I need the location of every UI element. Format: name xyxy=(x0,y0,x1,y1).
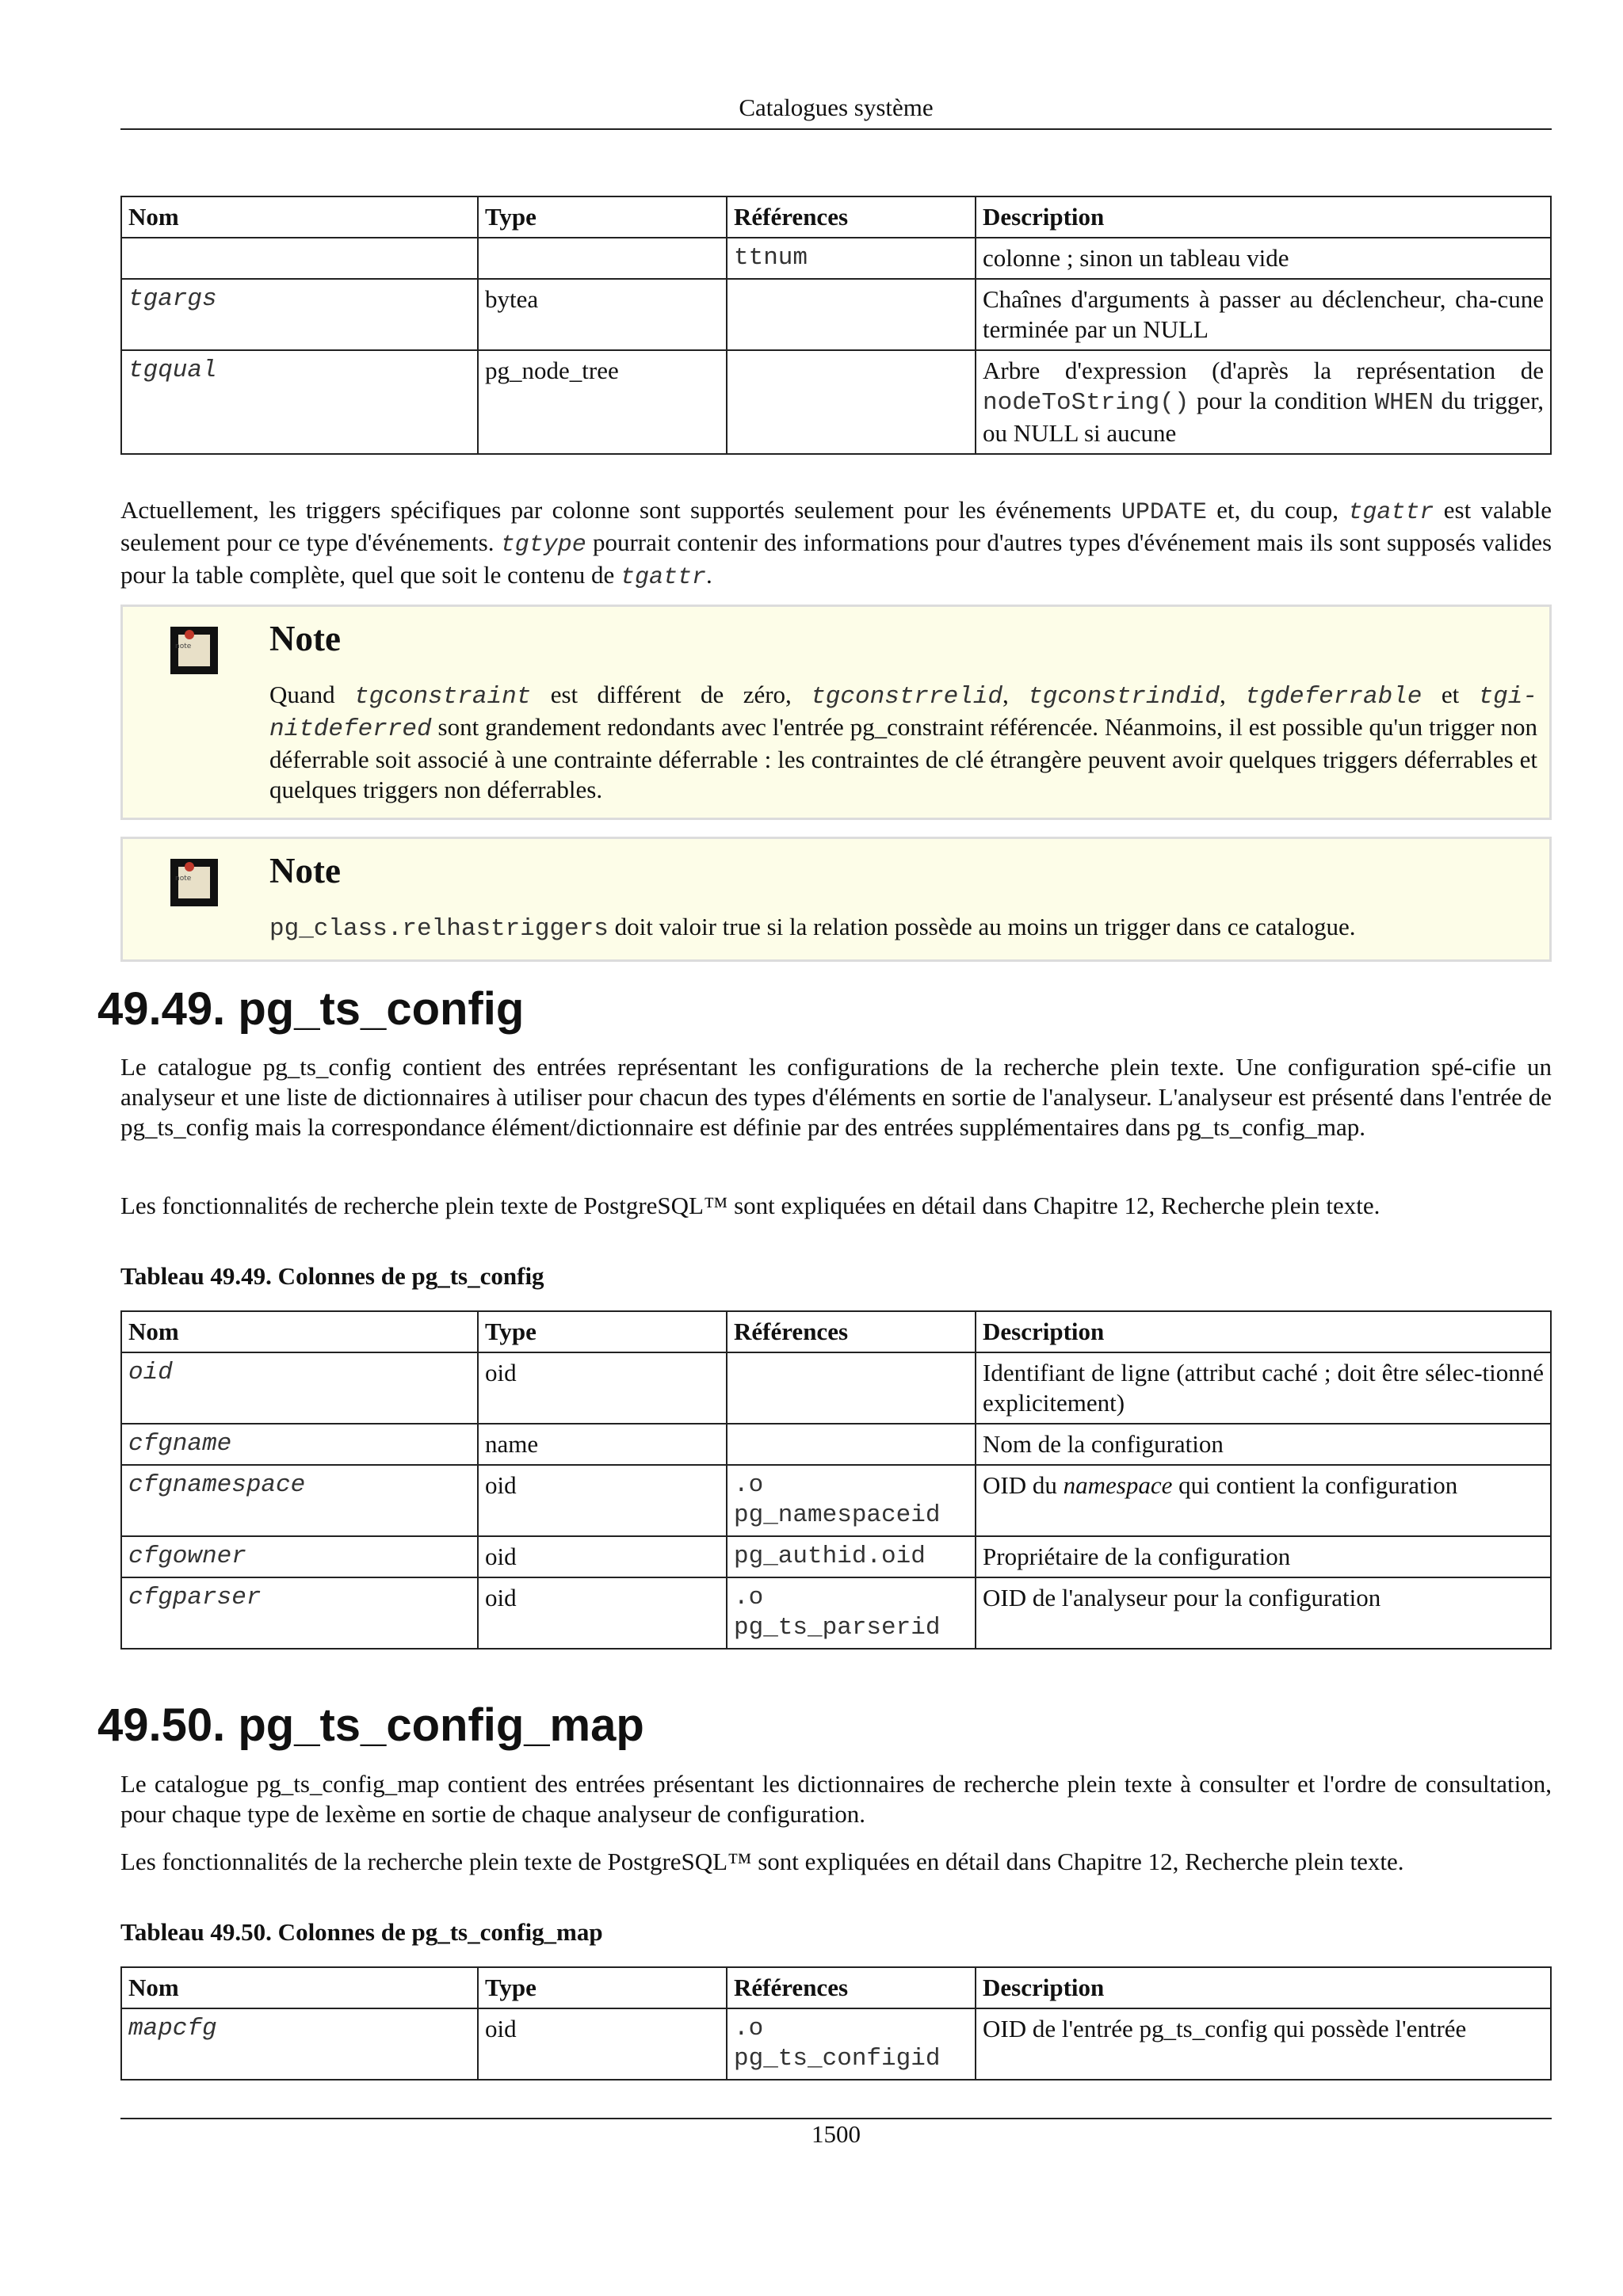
table-pg-ts-config-map xyxy=(120,1966,1552,2081)
desc-text: du trigger, ou NULL si aucune xyxy=(983,387,1545,447)
cell-type: name xyxy=(478,1424,727,1465)
code: tgi-nitdeferred xyxy=(269,683,1537,743)
table-caption: Tableau 49.50. Colonnes de pg_ts_config_map xyxy=(120,1918,603,1946)
code: pg_class.relhastriggers xyxy=(269,915,609,943)
code: tgdeferrable xyxy=(1245,683,1423,711)
cell-nom: cfgparser xyxy=(121,1577,478,1649)
text: pourrait contenir des informations pour d'autres types d'événement mais ils sont supposés valides pour la table complète, quel que soit le contenu de xyxy=(120,528,1552,589)
desc-text: OID du xyxy=(983,1471,1057,1499)
cell-nom xyxy=(121,238,478,279)
cell-type: oid xyxy=(478,1352,727,1424)
cell-ref xyxy=(727,1352,976,1424)
text: . xyxy=(706,561,712,589)
section-paragraph: Le catalogue pg_ts_config contient des entrées représentant les configurations de la recherche plein texte. Une configuration spé-cifie un analyseur et une liste de dictionnaires à utiliser pour chacun des types d'éléments en sortie de l'analyseur. L'analyseur est présenté dans l'entrée de pg_ts_config mais la correspondance élément/dictionnaire est définie par des entrées supplémentaires dans pg_ts_config_map. xyxy=(120,1053,1552,1141)
table-caption: Tableau 49.49. Colonnes de pg_ts_config xyxy=(120,1262,544,1290)
note-icon: note xyxy=(170,859,218,906)
cell-desc: Chaînes d'arguments à passer au déclencheur, cha-cune terminée par un NULL xyxy=(976,279,1551,350)
table-row xyxy=(121,238,1551,279)
desc-text: qui contient la configuration xyxy=(1178,1471,1458,1499)
table-header-row xyxy=(121,1311,1551,1352)
note-body xyxy=(269,680,1537,805)
section-title: 49.50. pg_ts_config_map xyxy=(97,1699,644,1751)
page-header: Catalogues système xyxy=(739,93,934,121)
text: , xyxy=(1220,681,1226,708)
table-row xyxy=(121,1424,1551,1465)
note-icon: note xyxy=(170,627,218,674)
table-header-row xyxy=(121,196,1551,238)
note-body xyxy=(269,912,1537,944)
col-header-type: Type xyxy=(478,1967,727,2008)
table-row xyxy=(121,1352,1551,1424)
col-header-references: Références xyxy=(727,1967,976,2008)
section-paragraph: Les fonctionnalités de la recherche plein texte de PostgreSQL™ sont expliquées en détail dans Chapitre 12, Recherche plein texte. xyxy=(120,1848,1404,1875)
cell-type: oid xyxy=(478,1465,727,1536)
cell-desc: OID de l'analyseur pour la configuration xyxy=(976,1577,1551,1649)
table-row xyxy=(121,1536,1551,1577)
col-header-type: Type xyxy=(478,196,727,238)
table-row xyxy=(121,1465,1551,1536)
cell-desc: Nom de la configuration xyxy=(976,1424,1551,1465)
cell-desc xyxy=(976,350,1551,454)
cell-desc: OID de l'entrée pg_ts_config qui possède l'entrée xyxy=(976,2008,1551,2080)
desc-code: nodeToString() xyxy=(983,389,1190,417)
table-row xyxy=(121,350,1551,454)
code: tgattr xyxy=(621,564,707,591)
table-pg-trigger-continued xyxy=(120,196,1552,455)
col-header-nom: Nom xyxy=(121,1311,478,1352)
code: UPDATE xyxy=(1121,499,1207,526)
cell-ref xyxy=(727,350,976,454)
cell-nom: cfgname xyxy=(121,1424,478,1465)
cell-ref: ttnum xyxy=(727,238,976,279)
desc-em: namespace xyxy=(1063,1471,1173,1499)
footer-rule xyxy=(120,2118,1552,2119)
cell-ref: pg_authid.oid xyxy=(727,1536,976,1577)
header-rule xyxy=(120,128,1552,130)
col-header-description: Description xyxy=(976,1311,1551,1352)
table-row xyxy=(121,1577,1551,1649)
col-header-nom: Nom xyxy=(121,1967,478,2008)
code: tgattr xyxy=(1348,499,1434,526)
section-paragraph: Le catalogue pg_ts_config_map contient des entrées présentant les dictionnaires de recherche plein texte à consulter et l'ordre de consultation, pour chaque type de lexème en sortie de chaque analyseur de configuration. xyxy=(120,1770,1552,1828)
desc-text: Arbre d'expression (d'après la représentation de xyxy=(983,357,1544,384)
text: et xyxy=(1441,681,1460,708)
cell-desc: colonne ; sinon un tableau vide xyxy=(976,238,1551,279)
text: est différent de zéro, xyxy=(550,681,792,708)
cell-type: bytea xyxy=(478,279,727,350)
desc-text: pour la condition xyxy=(1196,387,1368,414)
note-title: Note xyxy=(269,619,341,658)
cell-desc: Identifiant de ligne (attribut caché ; doit être sélec-tionné explicitement) xyxy=(976,1352,1551,1424)
table-header-row xyxy=(121,1967,1551,2008)
cell-type: oid xyxy=(478,2008,727,2080)
cell-ref: .o pg_namespaceid xyxy=(727,1465,976,1536)
col-header-type: Type xyxy=(478,1311,727,1352)
table-pg-ts-config xyxy=(120,1310,1552,1650)
cell-nom: tgargs xyxy=(121,279,478,350)
cell-ref: .o pg_ts_configid xyxy=(727,2008,976,2080)
section-title: 49.49. pg_ts_config xyxy=(97,983,525,1035)
code: tgconstrrelid xyxy=(811,683,1003,711)
col-header-description: Description xyxy=(976,196,1551,238)
cell-type: pg_node_tree xyxy=(478,350,727,454)
paragraph-triggers-par-colonne xyxy=(120,495,1552,593)
note-title: Note xyxy=(269,851,341,891)
cell-nom: mapcfg xyxy=(121,2008,478,2080)
code: tgconstrindid xyxy=(1028,683,1220,711)
text: , xyxy=(1002,681,1009,708)
page-number: 1500 xyxy=(812,2120,861,2148)
code: tgtype xyxy=(500,532,586,559)
cell-nom: tgqual xyxy=(121,350,478,454)
cell-type xyxy=(478,238,727,279)
cell-ref: .o pg_ts_parserid xyxy=(727,1577,976,1649)
note-box xyxy=(120,837,1552,962)
text: sont grandement redondants avec l'entrée pg_constraint référencée. Néanmoins, il est possible qu'un trigger non déferrable soit associé à une contrainte déferrable : les contraintes de clé étrangère peuvent avoir quelques triggers déferrables et quelques triggers non déferrables. xyxy=(269,713,1538,803)
table-row xyxy=(121,2008,1551,2080)
cell-nom: cfgowner xyxy=(121,1536,478,1577)
cell-desc: Propriétaire de la configuration xyxy=(976,1536,1551,1577)
cell-desc xyxy=(976,1465,1551,1536)
cell-ref xyxy=(727,1424,976,1465)
desc-code: WHEN xyxy=(1374,389,1434,417)
cell-type: oid xyxy=(478,1577,727,1649)
text: doit valoir true si la relation possède au moins un trigger dans ce catalogue. xyxy=(614,913,1356,940)
text: et, du coup, xyxy=(1216,496,1339,524)
code: tgconstraint xyxy=(354,683,532,711)
col-header-references: Références xyxy=(727,196,976,238)
col-header-nom: Nom xyxy=(121,196,478,238)
section-paragraph: Les fonctionnalités de recherche plein texte de PostgreSQL™ sont expliquées en détail dans Chapitre 12, Recherche plein texte. xyxy=(120,1192,1381,1219)
note-box xyxy=(120,605,1552,820)
text: Quand xyxy=(269,681,335,708)
cell-type: oid xyxy=(478,1536,727,1577)
cell-ref xyxy=(727,279,976,350)
col-header-description: Description xyxy=(976,1967,1551,2008)
text: Actuellement, les triggers spécifiques par colonne sont supportés seulement pour les événements xyxy=(120,496,1112,524)
text: est valable seulement pour ce type d'événements. xyxy=(120,496,1552,556)
cell-nom: oid xyxy=(121,1352,478,1424)
col-header-references: Références xyxy=(727,1311,976,1352)
table-row xyxy=(121,279,1551,350)
cell-nom: cfgnamespace xyxy=(121,1465,478,1536)
